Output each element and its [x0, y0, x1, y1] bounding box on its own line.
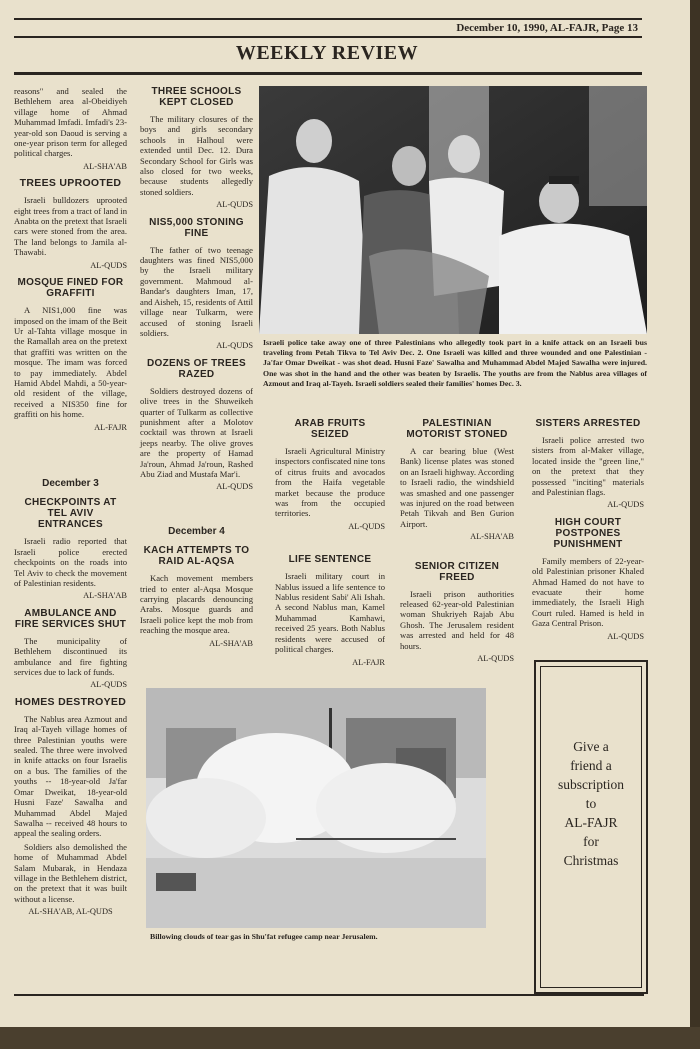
photo-tear-gas — [146, 688, 486, 928]
column-4 — [400, 418, 514, 669]
headline-checkpoints: CHECKPOINTS AT TEL AVIV ENTRANCES — [24, 497, 117, 531]
source-label: AL-SHA'AB — [83, 161, 127, 171]
page-bottom-edge — [0, 1027, 700, 1049]
source-label: AL-SHA'AB — [83, 591, 127, 601]
title-rule — [14, 72, 642, 75]
article-text: Israeli prison authorities released 62-year-old Palestinian woman Shukriyeh Rajab Abu Ghosh. The Jerusalem resident was arrested and held for 48 hours. — [400, 588, 514, 651]
ad-line: friend a — [570, 758, 612, 773]
column-3 — [275, 418, 385, 672]
article-text: Israeli police arrested two sisters from al-Maker village, located inside the "green line," on the pretext that they possessed "inciting" materials and Palestinian flags. — [532, 435, 644, 498]
source-label: AL-QUDS — [607, 631, 644, 641]
article-text: Israeli Agricultural Ministry inspectors confiscated nine tons of citrus fruits and avocados from the Haifa vegetable market because the produce was from the occupied territories. — [275, 446, 385, 519]
article-text: Israeli military court in Nablus issued a life sentence to Nablus resident Sabi' Ali Ishah. A second Nablus man, Kamel Muhammad Kamhawi, received 25 years. Both Nablus residents were accused of political charges. — [275, 571, 385, 655]
article-text: Israeli radio reported that Israeli police erected checkpoints on the roads into Tel Aviv to check the movement of Palestinian residents. — [14, 536, 127, 588]
article-text: Soldiers also demolished the home of Muhammad Abdel Salam Mubarak, in Hendaza village in the Bethlehem district, on the pretext that it was built without a license. — [14, 841, 127, 904]
article-text: Soldiers destroyed dozens of olive trees in the Shuweikeh quarter of Tulkarm as collective punishment after a Molotov cocktail was thrown at Israeli jeeps nearby. The olive groves are the property of Hamad Ja'roun, Ahmad Ja'roun, Rashed Abu Ziad and Mustafa Mar'i. — [140, 385, 253, 479]
ad-line: AL-FAJR — [564, 815, 618, 830]
photo-caption: Israeli police take away one of three Palestinians who allegedly took part in a knife attack on an Israeli bus traveling from Petah Tikva to Tel Aviv Dec. 2. One Israeli was killed and three wounded and one Palestinian - Ja'far Omar Dweikat - was shot dead. Husni Faze' Sawalha and Muhammad Abdel Majed Sawalha were injured. One was shot in the hand and the other was beaten by Israelis. The youths are from the Nablus area villages of Azmout and Iraq al-Tayeh. Israeli soldiers sealed their families' homes Dec. 3. — [263, 338, 647, 388]
source-label: AL-QUDS — [216, 341, 253, 351]
headline-trees-razed: DOZENS OF TREES RAZED — [147, 357, 246, 380]
article-continued: reasons" and sealed the Bethlehem area al-Obeidiyeh village home of Ahmad Muhammad Imfadi. Imfadi's 23-year-old son Daoud is serving a one-year prison term for alleged political charges. — [14, 86, 127, 159]
headline-kach: KACH ATTEMPTS TO RAID AL-AQSA — [143, 545, 250, 568]
source-label: AL-FAJR — [94, 422, 127, 432]
article-text: Family members of 22-year-old Palestinian prisoner Khaled Ahmad Hamed do not have to evacuate their home immediately, the Israeli High Court ruled. Hamed is held in Gaza Central Prison. — [532, 555, 644, 629]
photo-caption: Billowing clouds of tear gas in Shu'fat refugee camp near Jerusalem. — [150, 932, 378, 941]
column-1 — [14, 86, 127, 922]
page-edge — [690, 0, 700, 1049]
ad-line: to — [585, 796, 597, 811]
article-text: A NIS1,000 fine was imposed on the imam of the Beit Ur al-Tahta village mosque in the Ramallah area on the pretext that graffiti was written on the mosque. The imam was forced to pay immediately. Abdel Hamid Abdel Mahdi, a 50-year-old resident of the village, received a NIS350 fine for graffiti on his home. — [14, 305, 127, 420]
photo-police-arrest — [259, 86, 647, 334]
source-label: AL-SHA'AB, AL-QUDS — [28, 907, 113, 917]
headline-motorist-stoned: PALESTINIAN MOTORIST STONED — [406, 418, 508, 440]
article-text: Israeli bulldozers uprooted eight trees from a tract of land in Anabta on the pretext that Israeli cars were stoned from the area. The land belongs to Jamila al-Thawabi. — [14, 195, 127, 258]
source-label: AL-SHA'AB — [209, 638, 253, 648]
source-label: AL-QUDS — [348, 521, 385, 531]
article-text: Kach movement members tried to enter al-Aqsa Mosque carrying placards denouncing Arabs. Mosque guards and Israeli police kept the mob from reaching the mosque area. — [140, 573, 253, 636]
headline-homes-destroyed: HOMES DESTROYED — [14, 695, 127, 708]
column-2 — [140, 86, 253, 653]
article-text: The father of two teenage daughters was fined NIS5,000 by the Israeli military government. Mahmoud al-Bandar's daughters Iman, 17, and Aisheh, 15, residents of Attil village near Tulkarm, were accused of stoning Israeli soldiers. — [140, 244, 253, 338]
article-text: The municipality of Bethlehem discontinued its ambulance and fire fighting services due to lack of funds. — [14, 635, 127, 678]
source-label: AL-QUDS — [216, 200, 253, 210]
headline-stoning-fine: NIS5,000 STONING FINE — [149, 216, 244, 239]
dateline: December 10, 1990, AL-FAJR, Page 13 — [456, 22, 638, 34]
headline-senior-freed: SENIOR CITIZEN FREED — [414, 560, 500, 583]
source-label: AL-QUDS — [607, 500, 644, 510]
date-heading: December 3 — [42, 477, 99, 489]
ad-line: for — [583, 834, 599, 849]
photo-police-arrest-image — [259, 86, 647, 334]
photo-tear-gas-image — [146, 688, 486, 928]
ad-line: Give a — [573, 739, 609, 754]
page-title: WEEKLY REVIEW — [235, 42, 419, 64]
source-label: AL-QUDS — [477, 654, 514, 664]
article-text: A car bearing blue (West Bank) license plates was stoned on an Israeli highway. According to Israeli radio, the windshield was smashed and one passenger was injured on the road between Petah Tikvah and Ben Gurion Airport. — [400, 446, 514, 529]
source-label: AL-QUDS — [90, 680, 127, 690]
ad-line: Christmas — [563, 853, 619, 868]
headline-life-sentence: LIFE SENTENCE — [288, 554, 372, 566]
headline-ambulance: AMBULANCE AND FIRE SERVICES SHUT — [14, 607, 127, 630]
source-label: AL-FAJR — [352, 657, 385, 667]
headline-trees-uprooted: TREES UPROOTED — [19, 177, 122, 190]
source-label: AL-QUDS — [90, 260, 127, 270]
top-rule — [14, 18, 642, 20]
bottom-rule — [14, 994, 644, 996]
headline-sisters-arrested: SISTERS ARRESTED — [535, 418, 641, 429]
headline-fruits-seized: ARAB FRUITS SEIZED — [294, 418, 366, 440]
header-rule — [14, 36, 642, 38]
article-text: The Nablus area Azmout and Iraq al-Tayeh village homes of three Palestinian youths were sealed. The three were involved in knife attacks on four Israelis on a bus. The families of the youths -- 18-year-old Ja'far Omar Dweikat, 18-year-old Husni Faze' Sawalha and Muhammad Abdel Majed Sawalha -- received 48 hours to appeal the sealing orders. — [14, 713, 127, 839]
article-text: The military closures of the boys and girls secondary schools in Halhoul were extended until Dec. 12. Dura Secondary School for Girls was also closed for two weeks, because students allegedly stoned soldiers. — [140, 114, 253, 197]
headline-mosque-fined: MOSQUE FINED FOR GRAFFITI — [17, 277, 124, 300]
headline-high-court: HIGH COURT POSTPONES PUNISHMENT — [553, 516, 623, 550]
subscription-ad-inner — [540, 666, 642, 988]
date-heading: December 4 — [168, 525, 225, 537]
subscription-ad — [534, 660, 648, 994]
source-label: AL-QUDS — [216, 482, 253, 492]
ad-line: subscription — [558, 777, 624, 792]
column-5 — [532, 418, 644, 646]
source-label: AL-SHA'AB — [470, 532, 514, 542]
headline-three-schools: THREE SCHOOLS KEPT CLOSED — [151, 86, 242, 108]
